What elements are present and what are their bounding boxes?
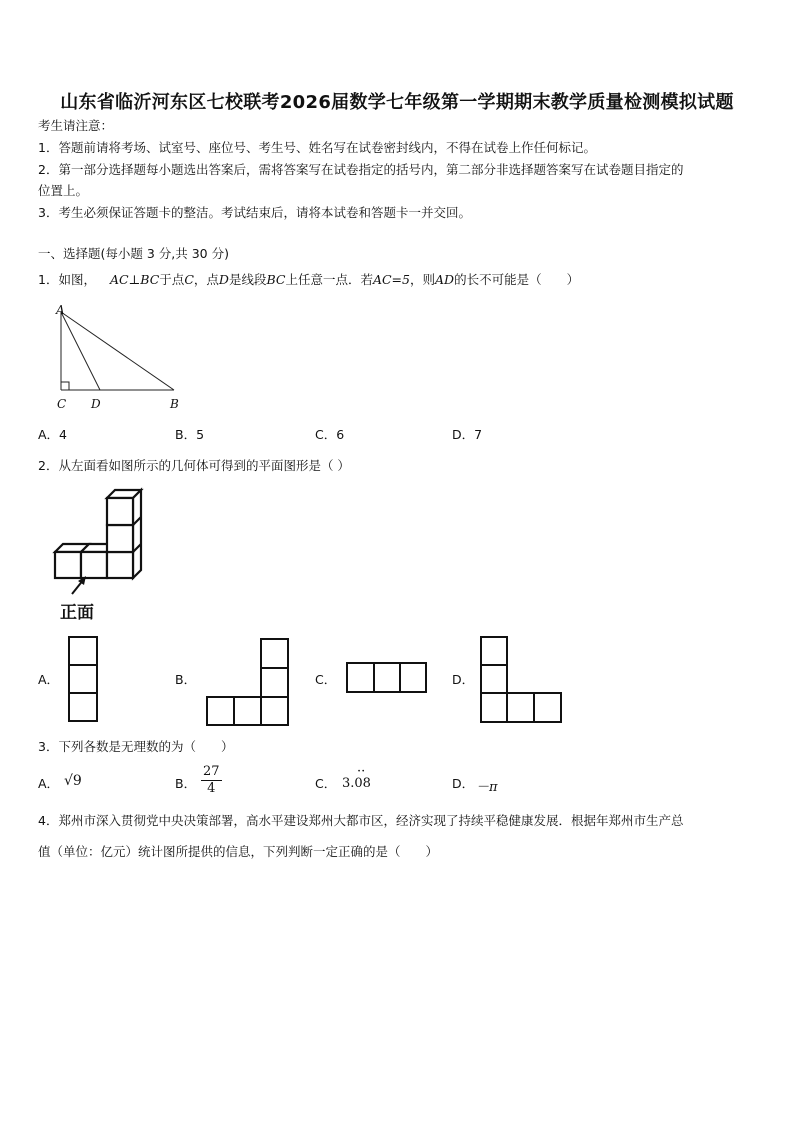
notes-heading: 考生请注意：: [38, 118, 114, 133]
q3-option-a-value: √9: [64, 773, 82, 789]
q2-option-b-shape: [206, 638, 296, 728]
q2-option-c: C．: [315, 672, 337, 687]
repeating-decimal-dots: ··: [357, 764, 366, 779]
point-label-c: C: [57, 397, 67, 411]
q3-option-c: C．: [315, 776, 337, 791]
question-1-text: 1．如图， AC⊥BC于点C，点D是线段BC上任意一点．若AC=5，则AD的长不可能是（ ）: [38, 272, 580, 287]
question-2-text: 2．从左面看如图所示的几何体可得到的平面图形是（ ）: [38, 458, 350, 473]
question-4-line2: 值（单位：亿元）统计图所提供的信息，下列判断一定正确的是（ ）: [38, 844, 439, 859]
q3-option-b-fraction: $\frac{27}{4}$: [203, 764, 220, 796]
point-label-d: D: [91, 397, 101, 411]
q3-option-d-value: －π: [476, 780, 498, 795]
note-item: 3．考生必须保证答题卡的整洁。考试结束后，请将本试卷和答题卡一并交回。: [38, 205, 471, 220]
point-label-b: B: [170, 397, 179, 411]
q3-option-a: A．: [38, 776, 60, 791]
q2-option-b: B．: [175, 672, 197, 687]
cube-solid-figure: [40, 484, 160, 604]
triangle-figure: [50, 300, 190, 415]
note-item: 位置上。: [38, 183, 89, 198]
q2-option-d: D．: [452, 672, 475, 687]
question-4-line1: 4．郑州市深入贯彻党中央决策部署，高水平建设郑州大都市区，经济实现了持续平稳健康发展．根据年郑州市生产总: [38, 813, 684, 828]
front-view-label: 正面: [60, 603, 94, 623]
q3-option-c-value: 3.08: [342, 776, 371, 791]
q2-option-d-shape: [480, 636, 566, 728]
q2-option-a-shape: [68, 636, 100, 726]
q1-option-b: B．5: [175, 427, 205, 442]
point-label-a: A: [56, 303, 65, 317]
note-item: 2．第一部分选择题每小题选出答案后，需将答案写在试卷指定的括号内，第二部分非选择题答案写在试卷题目指定的: [38, 162, 684, 177]
q2-option-c-shape: [346, 662, 430, 696]
note-item: 1．答题前请将考场、试室号、座位号、考生号、姓名写在试卷密封线内，不得在试卷上作任何标记。: [38, 140, 596, 155]
q2-option-a: A．: [38, 672, 60, 687]
question-3-text: 3．下列各数是无理数的为（ ）: [38, 739, 234, 754]
q1-option-a: A．4: [38, 427, 68, 442]
q1-option-c: C．6: [315, 427, 345, 442]
page-title: 山东省临沂河东区七校联考2026届数学七年级第一学期期末教学质量检测模拟试题: [60, 92, 734, 113]
q3-option-d: D．: [452, 776, 475, 791]
q1-option-d: D．7: [452, 427, 483, 442]
section-heading: 一、选择题(每小题 3 分,共 30 分): [38, 246, 229, 261]
q3-option-b: B．: [175, 776, 197, 791]
